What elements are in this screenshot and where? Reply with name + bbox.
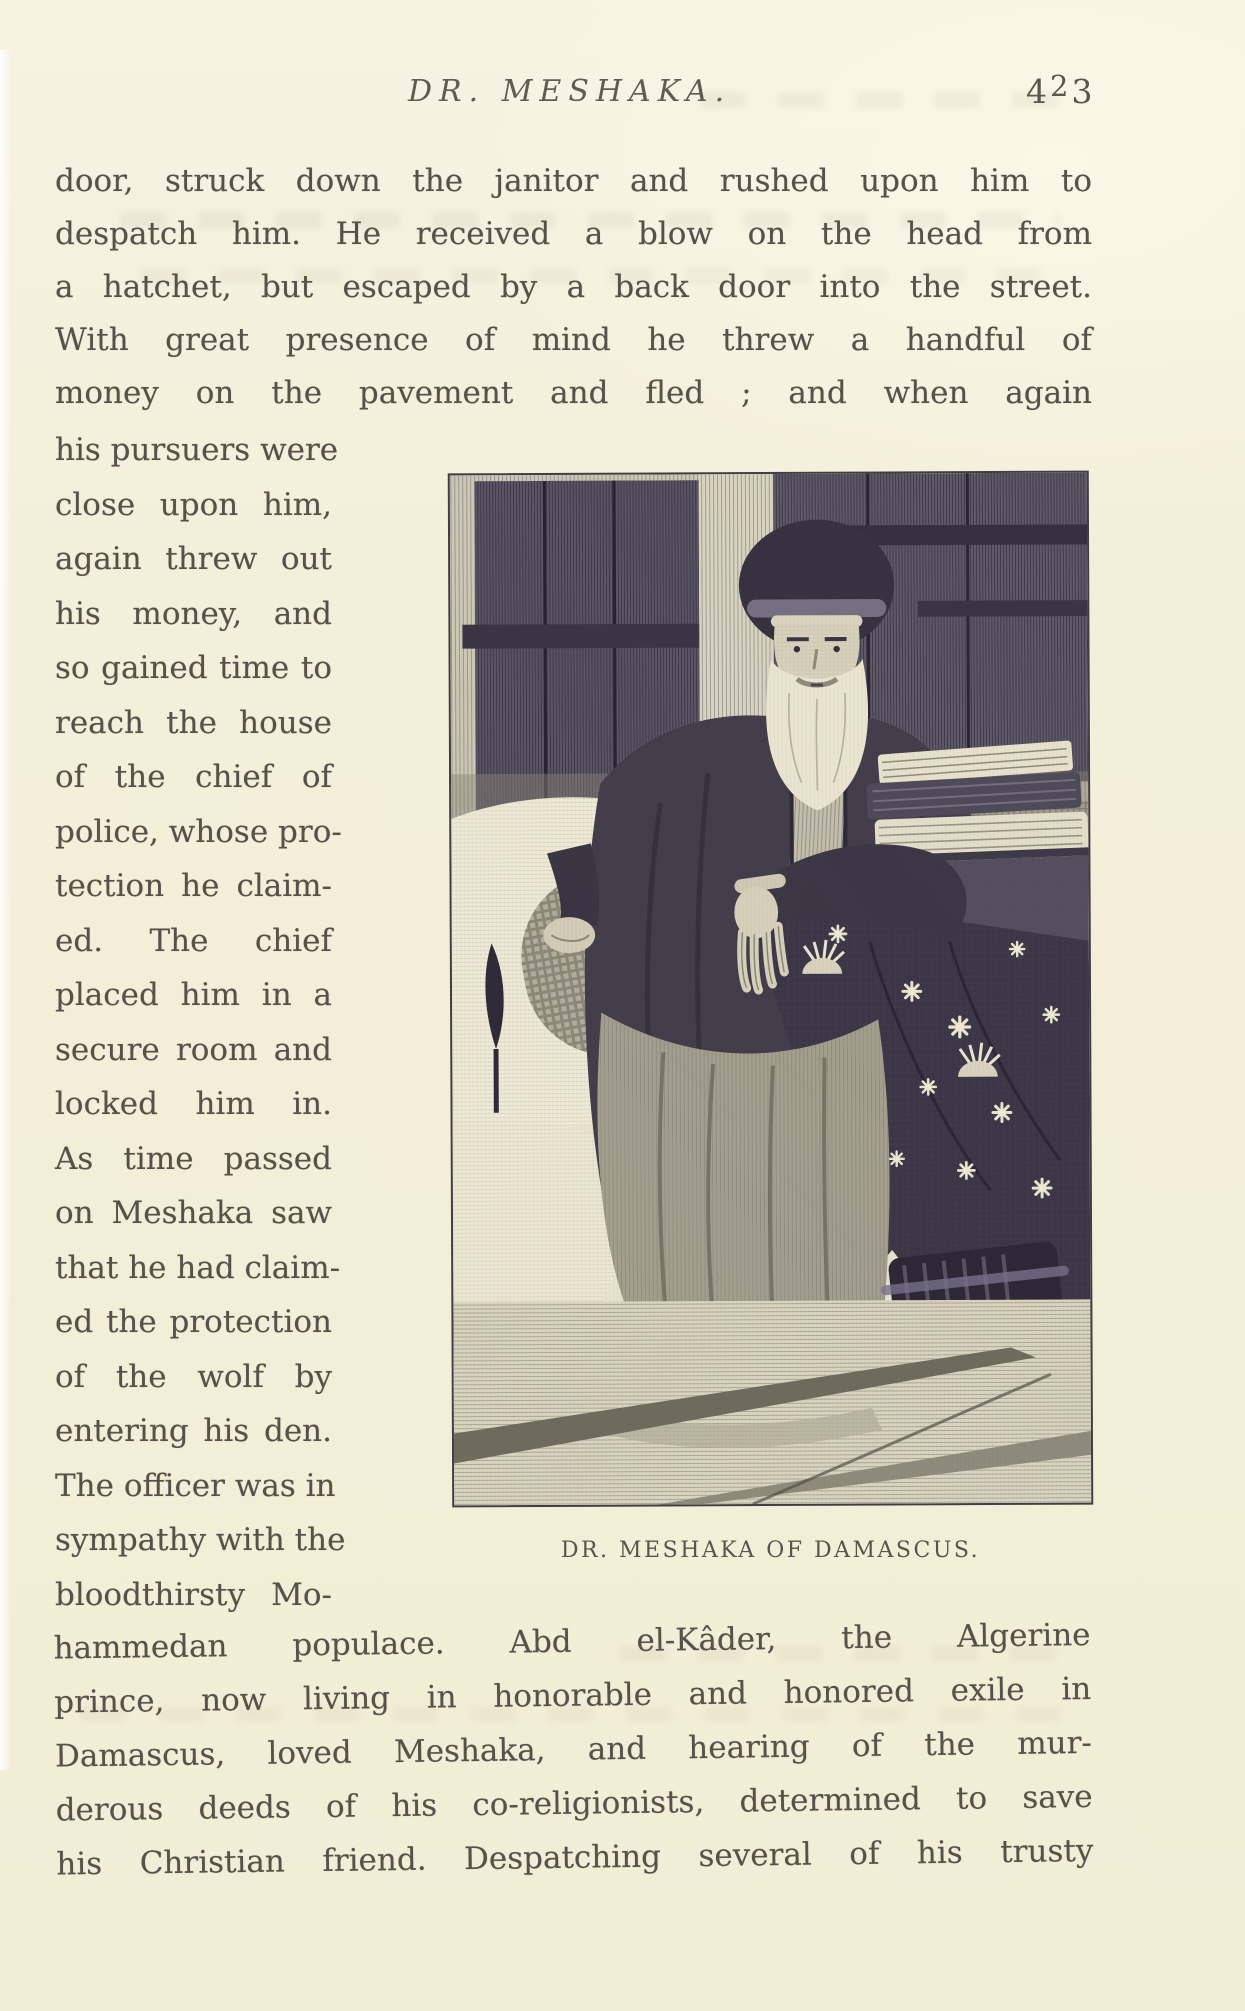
text-line: reach the house — [55, 704, 332, 741]
paragraph-top — [55, 155, 1092, 420]
text-line: door, struck down the janitor and rushed upon him to — [55, 163, 1092, 199]
text-line: of the wolf by — [55, 1358, 332, 1395]
text-line: sympathy with the — [55, 1522, 346, 1558]
paragraph-bottom — [53, 1608, 1093, 1892]
text-line: secure room and — [55, 1031, 332, 1068]
text-line: a hatchet, but escaped by a back door into the street. — [55, 269, 1092, 305]
text-line: locked him in. — [55, 1086, 332, 1122]
figure-caption: DR. MESHAKA OF DAMASCUS. — [560, 1538, 981, 1563]
text-line: of the chief of — [55, 759, 332, 795]
page-number — [1026, 69, 1096, 111]
text-line: bloodthirsty Mo- — [55, 1576, 332, 1613]
text-line: placed him in a — [55, 977, 332, 1013]
text-line: so gained time to — [55, 650, 332, 686]
text-line: derous deeds of his co-religionists, determined to save — [55, 1778, 1093, 1829]
text-line: Damascus, loved Meshaka, and hearing of the mur- — [54, 1724, 1093, 1775]
text-line: entering his den. — [55, 1413, 332, 1449]
text-line: his money, and — [55, 595, 332, 632]
text-line: despatch him. He received a blow on the head from — [55, 216, 1092, 252]
text-line: close upon him, — [55, 486, 332, 523]
page-number-digit: 2 — [1050, 69, 1072, 103]
page-number-digit: 3 — [1071, 72, 1096, 111]
running-head-title: DR. MESHAKA. — [408, 74, 732, 109]
text-line: money on the pavement and fled ; and when again — [55, 375, 1092, 411]
text-line: ed the protection — [55, 1304, 332, 1340]
text-line: tection he claim- — [55, 868, 332, 904]
text-line: police, whose pro- — [55, 813, 342, 850]
text-line: hammedan populace. Abd el-Kâder, the Algerine — [53, 1616, 1091, 1667]
text-line: his pursuers were — [55, 432, 339, 468]
engraving-figure — [448, 471, 1094, 1508]
text-line: again threw out — [55, 541, 332, 577]
text-line: With great presence of mind he threw a handful of — [55, 322, 1092, 358]
text-line: his Christian friend. Despatching several of his trusty — [56, 1832, 1094, 1883]
meshaka-engraving — [450, 473, 1091, 1506]
text-line: ed. The chief — [55, 922, 332, 959]
text-line: The officer was in — [55, 1467, 336, 1504]
text-line: on Meshaka saw — [55, 1195, 332, 1231]
show-through-artifact — [700, 92, 1080, 108]
left-text-column — [55, 423, 346, 1622]
page-number-digit: 4 — [1026, 72, 1050, 111]
scan-edge-artifact — [0, 50, 12, 1770]
text-line: As time passed — [55, 1140, 332, 1177]
text-line: prince, now living in honorable and honored exile in — [54, 1670, 1092, 1721]
text-line: that he had claim- — [55, 1249, 341, 1286]
